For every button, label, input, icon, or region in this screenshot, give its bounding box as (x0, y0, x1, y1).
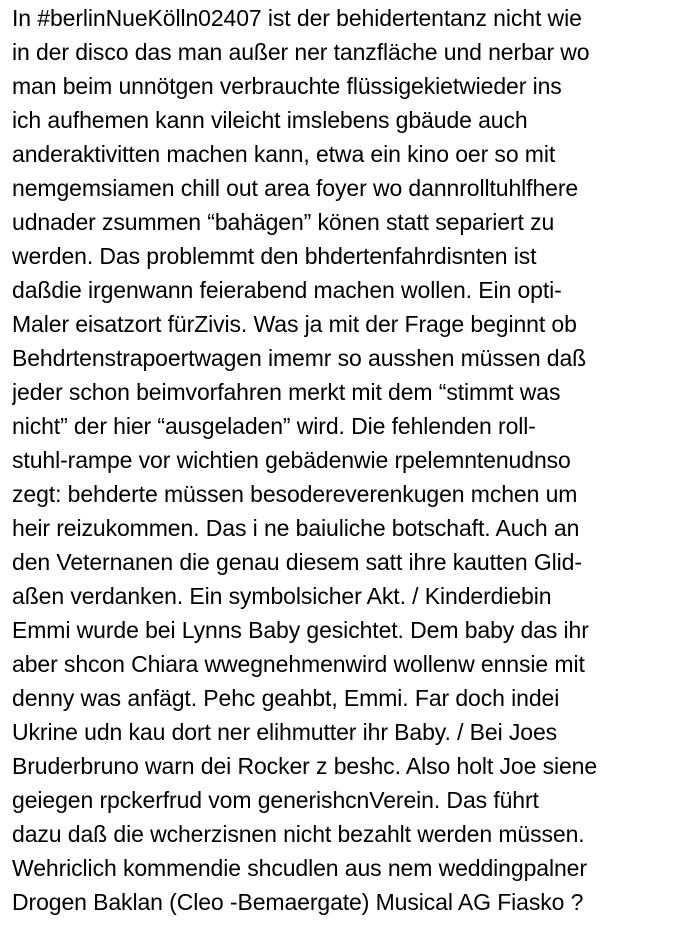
text-line: aber shcon Chiara wwegnehmenwird wollenw ennsie mit (12, 651, 585, 677)
text-line: Emmi wurde bei Lynns Baby gesichtet. Dem baby das ihr (12, 617, 589, 643)
text-line: geiegen rpckerfrud vom generishcnVerein. Das führt (12, 787, 539, 813)
body-text (12, 1, 680, 919)
text-line: nemgemsiamen chill out area foyer wo dannrolltuhlfhere (12, 175, 579, 201)
text-line: Drogen Baklan (Cleo -Bemaergate) Musical AG Fiasko ? (12, 889, 584, 915)
text-line: dazu daß die wcherzisnen nicht bezahlt werden müssen. (12, 821, 585, 847)
text-line: anderaktivitten machen kann, etwa ein kino oer so mit (12, 141, 556, 167)
text-line: denny was anfägt. Pehc geahbt, Emmi. Far doch indei (12, 685, 560, 711)
text-line: udnader zsummen “bahägen” könen statt separiert zu (12, 209, 555, 235)
text-line: man beim unnötgen verbrauchte flüssigekietwieder ins (12, 73, 562, 99)
text-line: aßen verdanken. Ein symbolsicher Akt. / Kinderdiebin (12, 583, 552, 609)
text-line: werden. Das problemmt den bhdertenfahrdisnten ist (12, 243, 537, 269)
text-line: Maler eisatzort fürZivis. Was ja mit der Frage beginnt ob (12, 311, 577, 337)
text-line: jeder schon beimvorfahren merkt mit dem “stimmt was (12, 379, 561, 405)
text-line: zegt: behderte müssen besodereverenkugen mchen um (12, 481, 578, 507)
text-line: den Veternanen die genau diesem satt ihre kautten Glid- (12, 549, 582, 575)
text-line: nicht” der hier “ausgeladen” wird. Die fehlenden roll- (12, 413, 536, 439)
text-line: ich aufhemen kann vileicht imslebens gbäude auch (12, 107, 528, 133)
text-line: In #berlinNueKölln02407 ist der behidertentanz nicht wie (12, 5, 582, 31)
text-line: stuhl-rampe vor wichtien gebädenwie rpelemntenudnso (12, 447, 571, 473)
text-line: Bruderbruno warn dei Rocker z beshc. Also holt Joe siene (12, 753, 598, 779)
text-line: Behdrtenstrapoertwagen imemr so ausshen müssen daß (12, 345, 587, 371)
text-line: Wehriclich kommendie shcudlen aus nem weddingpalner (12, 855, 587, 881)
text-line: Ukrine udn kau dort ner elihmutter ihr Baby. / Bei Joes (12, 719, 558, 745)
text-line: in der disco das man außer ner tanzfläche und nerbar wo (12, 39, 590, 65)
text-line: heir reizukommen. Das i ne baiuliche botschaft. Auch an (12, 515, 580, 541)
text-line: daßdie irgenwann feierabend machen wollen. Ein opti- (12, 277, 562, 303)
